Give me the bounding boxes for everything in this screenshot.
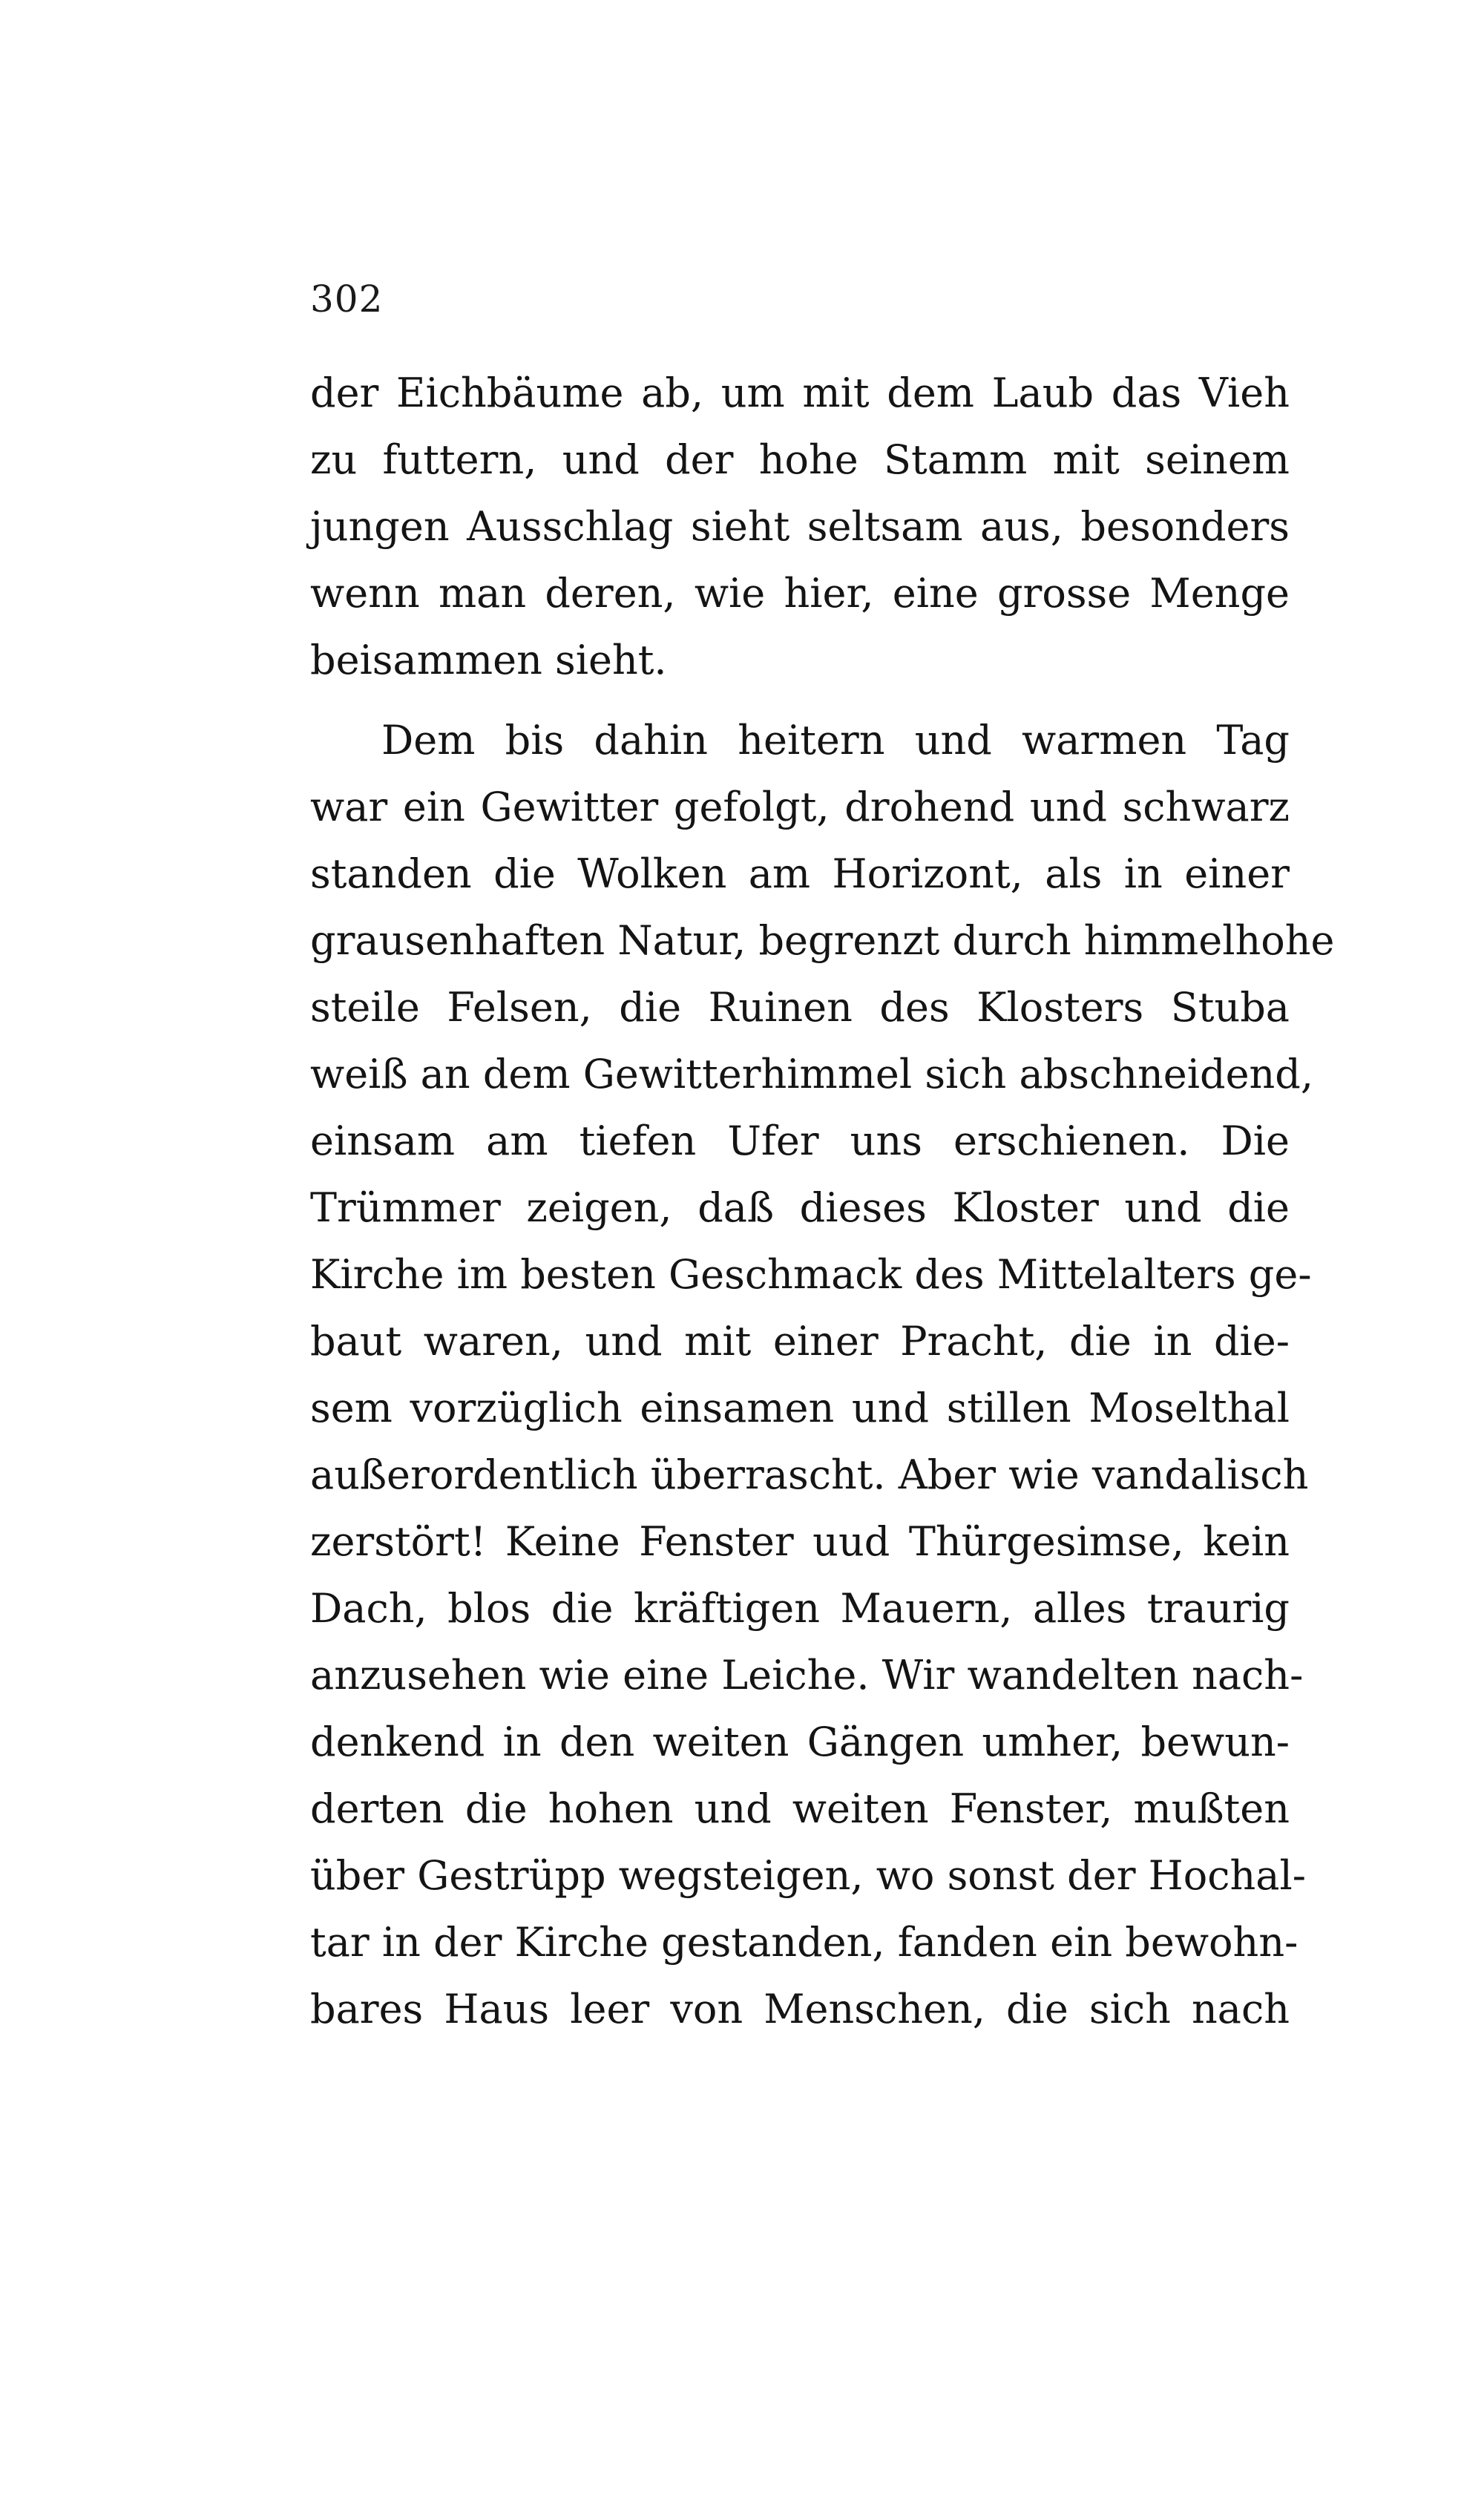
text-line: sem vorzüglich einsamen und stillen Moselthal <box>310 1385 1290 1431</box>
text-line: zu futtern, und der hohe Stamm mit seinem <box>310 436 1290 483</box>
text-line: steile Felsen, die Ruinen des Klosters Stuba <box>310 984 1290 1031</box>
text-line: der Eichbäume ab, um mit dem Laub das Vieh <box>310 370 1290 416</box>
text-line: einsam am tiefen Ufer uns erschienen. Die <box>310 1118 1290 1164</box>
text-line: über Gestrüpp wegsteigen, wo sonst der Hochal- <box>310 1852 1307 1899</box>
text-line: standen die Wolken am Horizont, als in einer <box>310 850 1290 897</box>
text-line: beisammen sieht. <box>310 637 667 683</box>
text-line: grausenhaften Natur, begrenzt durch himmelhohe <box>310 917 1335 964</box>
text-line: bares Haus leer von Menschen, die sich nach <box>310 1986 1290 2032</box>
text-line: weiß an dem Gewitterhimmel sich abschneidend, <box>310 1051 1314 1097</box>
text-line: tar in der Kirche gestanden, fanden ein bewohn- <box>310 1919 1298 1966</box>
text-line: Dach, blos die kräftigen Mauern, alles traurig <box>310 1585 1290 1632</box>
text-line: denkend in den weiten Gängen umher, bewun- <box>310 1719 1290 1765</box>
text-line: derten die hohen und weiten Fenster, mußten <box>310 1785 1290 1832</box>
text-line: außerordentlich überrascht. Aber wie vandalisch <box>310 1451 1309 1498</box>
text-line: Dem bis dahin heitern und warmen Tag <box>381 717 1290 764</box>
text-line: Kirche im besten Geschmack des Mittelalters ge- <box>310 1251 1312 1298</box>
text-line: Trümmer zeigen, daß dieses Kloster und die <box>310 1184 1290 1231</box>
text-line: war ein Gewitter gefolgt, drohend und schwarz <box>310 784 1290 830</box>
text-line: anzusehen wie eine Leiche. Wir wandelten nach- <box>310 1652 1304 1699</box>
text-line: baut waren, und mit einer Pracht, die in die- <box>310 1318 1290 1365</box>
page-number: 302 <box>310 278 384 321</box>
text-line: jungen Ausschlag sieht seltsam aus, besonders <box>310 503 1290 550</box>
text-line: zerstört! Keine Fenster uud Thürgesimse, kein <box>310 1518 1290 1565</box>
text-line: wenn man deren, wie hier, eine grosse Menge <box>310 570 1290 617</box>
